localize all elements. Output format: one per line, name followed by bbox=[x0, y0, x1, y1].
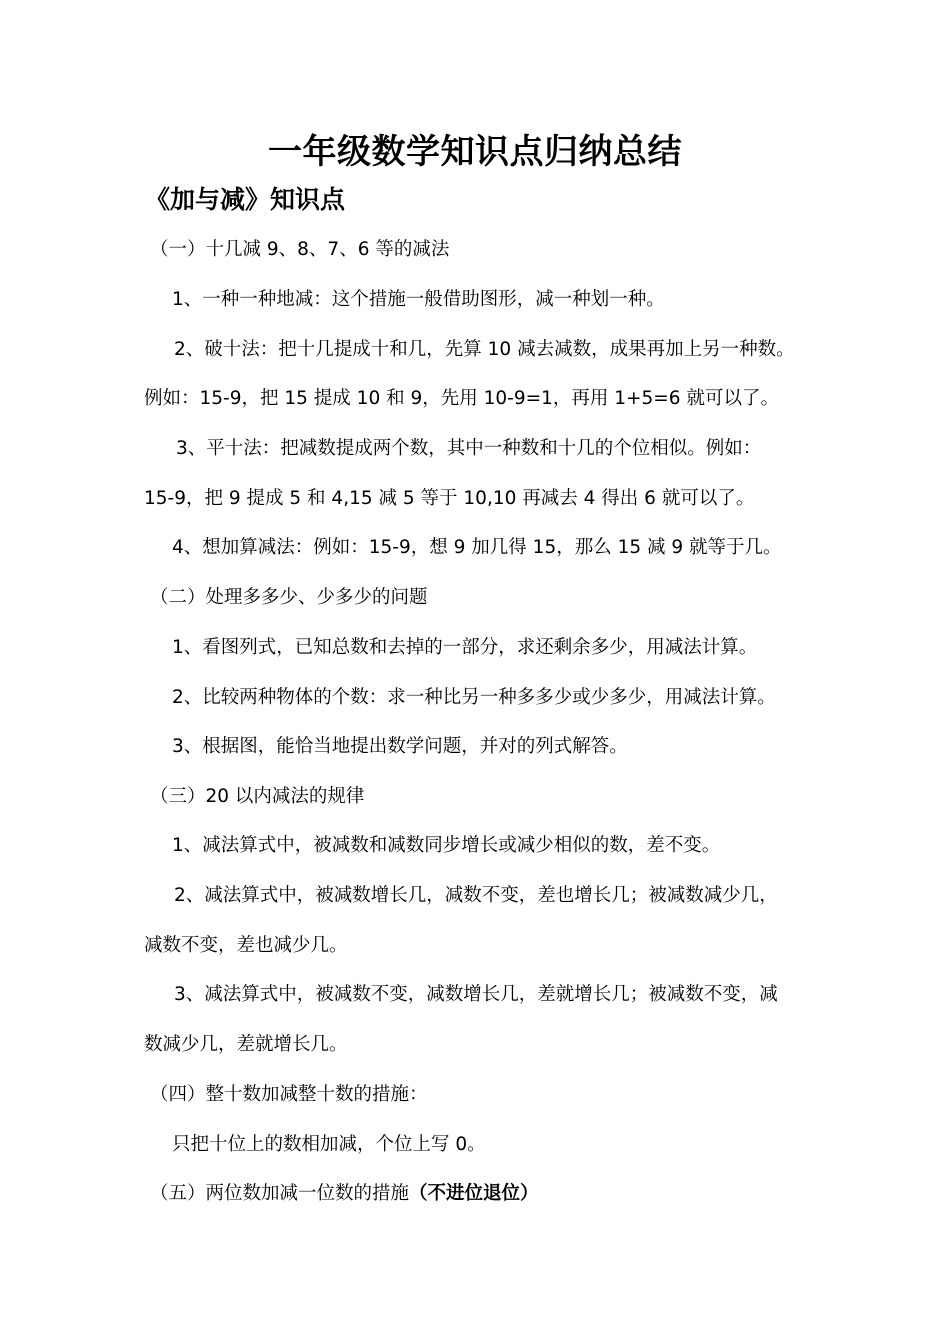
subsection-heading: （一）十几减 9、8、7、6 等的减法 bbox=[150, 239, 450, 260]
paragraph-line: 15-9，把 9 提成 5 和 4,15 减 5 等于 10,10 再减去 4 得出 6 就可以了。 bbox=[144, 488, 755, 509]
paragraph-line: 数减少几，差就增长几。 bbox=[144, 1034, 348, 1055]
paragraph-line: 3、减法算式中，被减数不变，减数增长几，差就增长几；被减数不变，减 bbox=[174, 984, 778, 1005]
paragraph-line: 减数不变，差也减少几。 bbox=[144, 935, 348, 956]
subsection-heading: （三）20 以内减法的规律 bbox=[150, 786, 365, 807]
subsection-heading: （四）整十数加减整十数的措施： bbox=[150, 1084, 428, 1105]
section-heading: 《加与减》知识点 bbox=[145, 185, 346, 214]
subsection-heading: （二）处理多多少、少多少的问题 bbox=[150, 587, 428, 608]
subsection-heading-text: （五）两位数加减一位数的措施 bbox=[150, 1183, 410, 1204]
paragraph-line: 3、平十法：把减数提成两个数，其中一种数和十几的个位相似。例如： bbox=[176, 438, 762, 459]
paragraph-line: 2、比较两种物体的个数：求一种比另一种多多少或少多少，用减法计算。 bbox=[172, 687, 776, 708]
paragraph-line: 1、减法算式中，被减数和减数同步增长或减少相似的数，差不变。 bbox=[172, 835, 721, 856]
paragraph-line: 1、看图列式，已知总数和去掉的一部分，求还剩余多少，用减法计算。 bbox=[172, 637, 758, 658]
paragraph-line: 2、减法算式中，被减数增长几，减数不变，差也增长几；被减数减少几， bbox=[174, 885, 778, 906]
paragraph-line: 4、想加算减法：例如：15-9，想 9 加几得 15，那么 15 减 9 就等于几。 bbox=[172, 537, 782, 558]
paragraph-line: 只把十位上的数相加减，个位上写 0。 bbox=[172, 1134, 486, 1155]
document-title: 一年级数学知识点归纳总结 bbox=[268, 132, 682, 172]
subsection-heading-bold-note: （不进位退位） bbox=[409, 1183, 539, 1204]
paragraph-line: 3、根据图，能恰当地提出数学问题，并对的列式解答。 bbox=[172, 736, 628, 757]
paragraph-line: 例如：15-9，把 15 提成 10 和 9，先用 10-9=1，再用 1+5=6 就可以了。 bbox=[144, 388, 779, 409]
paragraph-line: 2、破十法：把十几提成十和几，先算 10 减去减数，成果再加上另一种数。 bbox=[174, 339, 795, 360]
paragraph-line: 1、一种一种地减：这个措施一般借助图形，减一种划一种。 bbox=[172, 289, 665, 310]
subsection-heading bbox=[150, 1180, 539, 1208]
